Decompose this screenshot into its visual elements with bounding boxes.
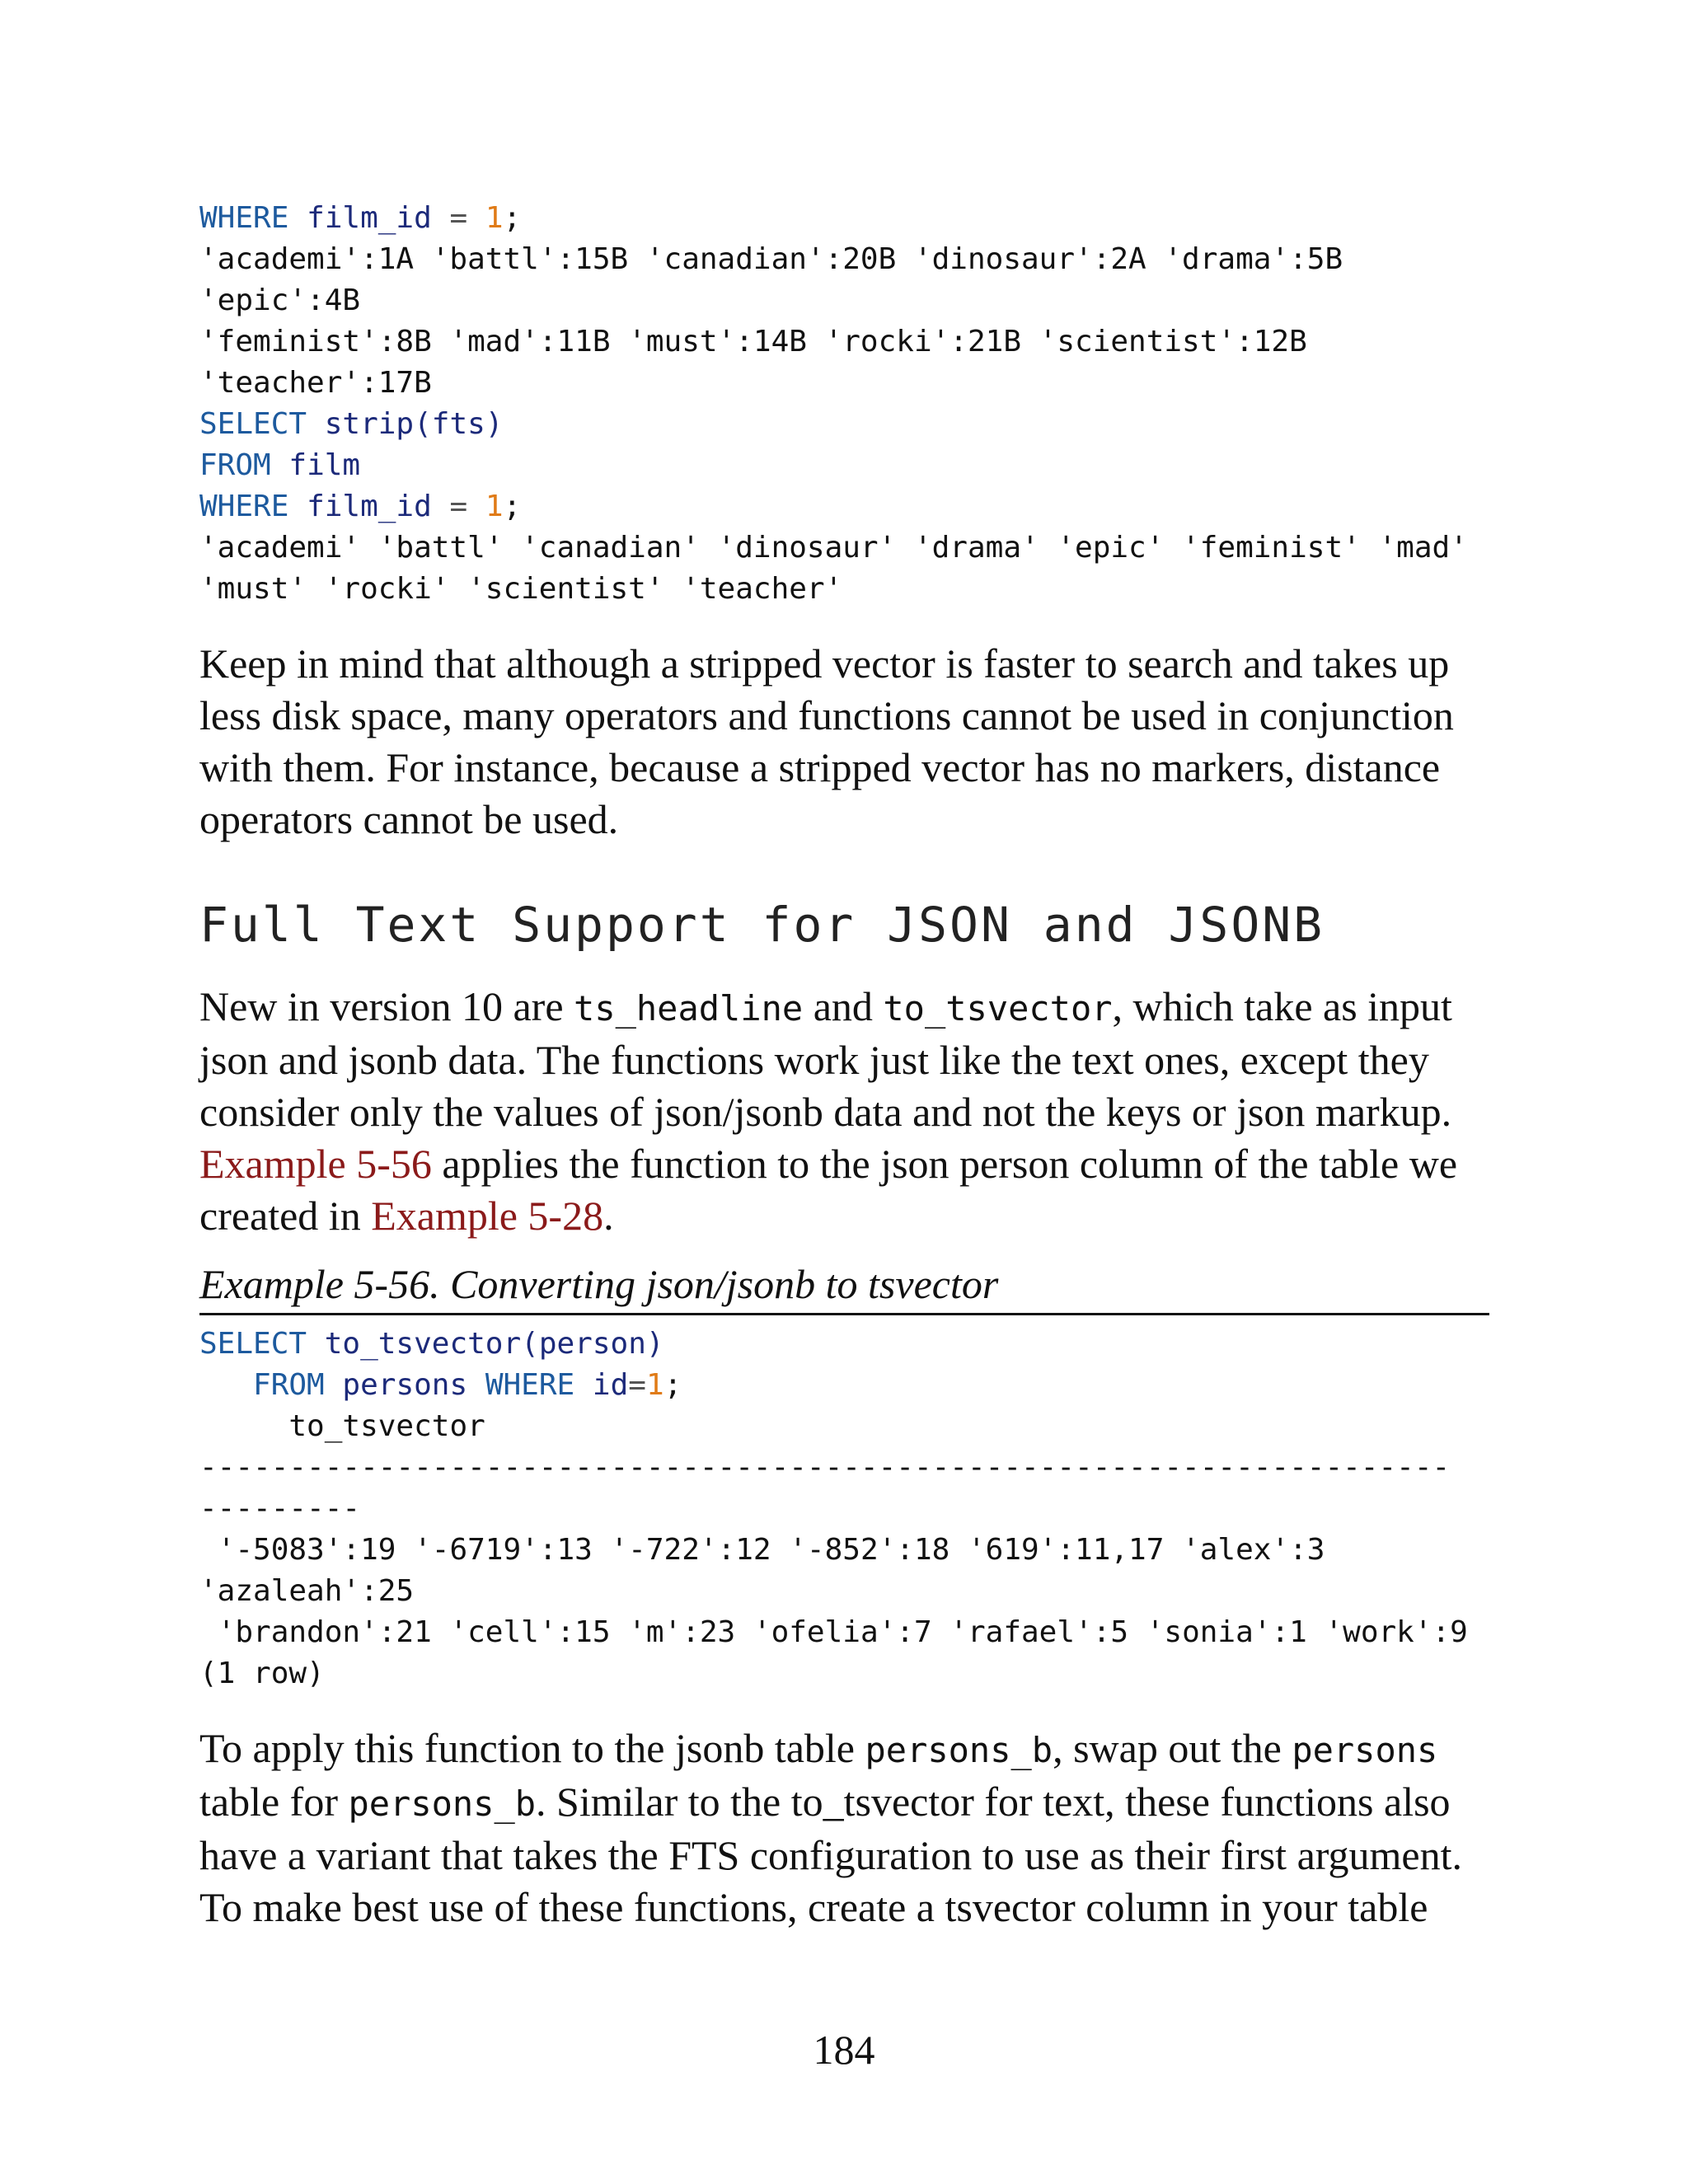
text-line: have a variant that takes the FTS configuration to use as their first argument.: [199, 1832, 1462, 1878]
inline-code: persons_b: [865, 1730, 1053, 1770]
code-punct: ;: [663, 1368, 682, 1402]
code-identifier: film_id: [307, 201, 432, 235]
code-operator: =: [449, 490, 468, 523]
code-keyword: FROM: [199, 448, 271, 482]
code-identifier: persons: [342, 1368, 468, 1402]
inline-code: to_tsvector: [883, 988, 1113, 1029]
code-keyword: FROM: [253, 1368, 325, 1402]
page-content: [199, 198, 1492, 1933]
code-identifier: film_id: [307, 490, 432, 523]
text-line: consider only the values of json/jsonb data and not the keys or json markup.: [199, 1089, 1452, 1135]
text-segment: New in version 10 are: [199, 983, 574, 1029]
text-segment: and: [803, 983, 884, 1029]
text-segment: To apply this function to the jsonb table: [199, 1725, 865, 1771]
paragraph-json-support: [199, 981, 1492, 1242]
code-punct: ;: [503, 490, 522, 523]
code-number: 1: [645, 1368, 664, 1402]
paragraph-jsonb: [199, 1722, 1492, 1933]
text-line: less disk space, many operators and functions cannot be used in conjunction: [199, 692, 1454, 738]
text-line: To make best use of these functions, create a tsvector column in your table: [199, 1884, 1428, 1930]
section-heading: Full Text Support for JSON and JSONB: [199, 897, 1325, 953]
code-keyword: SELECT: [199, 407, 307, 441]
text-segment: .: [603, 1193, 614, 1239]
code-output-line: 'must' 'rocki' 'scientist' 'teacher': [199, 572, 843, 606]
code-keyword: WHERE: [485, 1368, 575, 1402]
example-link-5-56[interactable]: Example 5-56: [199, 1141, 432, 1187]
result-separator: ---------: [199, 1492, 361, 1526]
code-output-line: 'academi':1A 'battl':15B 'canadian':20B 'dinosaur':2A 'drama':5B: [199, 242, 1343, 276]
code-block-top: [199, 198, 1492, 610]
code-function: to_tsvector(person): [324, 1327, 664, 1361]
result-row: 'brandon':21 'cell':15 'm':23 'ofelia':7 'rafael':5 'sonia':1 'work':9: [217, 1615, 1468, 1649]
result-row: 'azaleah':25: [199, 1574, 415, 1608]
result-row: '-5083':19 '-6719':13 '-722':12 '-852':18 '619':11,17 'alex':3: [217, 1533, 1325, 1567]
text-segment: . Similar to the to_tsvector for text, these functions also: [536, 1779, 1451, 1825]
code-punct: ;: [503, 201, 522, 235]
text-segment: table for: [199, 1779, 349, 1825]
code-number: 1: [485, 490, 504, 523]
result-header: to_tsvector: [288, 1409, 485, 1443]
text-line: Keep in mind that although a stripped vector is faster to search and takes up: [199, 640, 1450, 687]
text-segment: , which take as input: [1112, 983, 1452, 1029]
page-number: 184: [813, 2027, 875, 2073]
text-line: with them. For instance, because a stripped vector has no markers, distance: [199, 744, 1441, 790]
result-separator: ----------------------------------------------------------------------: [199, 1451, 1451, 1484]
text-line: json and jsonb data. The functions work just like the text ones, except they: [199, 1037, 1429, 1083]
code-number: 1: [485, 201, 504, 235]
code-keyword: SELECT: [199, 1327, 307, 1361]
paragraph-stripped-vector: [199, 638, 1492, 846]
code-keyword: WHERE: [199, 201, 289, 235]
inline-code: persons: [1292, 1730, 1438, 1770]
code-output-line: 'teacher':17B: [199, 366, 432, 400]
inline-code: ts_headline: [574, 988, 804, 1029]
example-link-5-28[interactable]: Example 5-28: [371, 1193, 604, 1239]
inline-code: persons_b: [348, 1783, 537, 1824]
code-keyword: WHERE: [199, 490, 289, 523]
code-identifier: film: [288, 448, 361, 482]
text-segment: applies the function to the json person column of the table we: [431, 1141, 1458, 1187]
text-segment: created in: [199, 1193, 372, 1239]
code-identifier: id: [592, 1368, 629, 1402]
text-line: operators cannot be used.: [199, 796, 619, 842]
code-function: strip(fts): [324, 407, 504, 441]
text-segment: , swap out the: [1053, 1725, 1292, 1771]
code-output-line: 'epic':4B: [199, 284, 361, 317]
code-output-line: 'feminist':8B 'mad':11B 'must':14B 'rocki':21B 'scientist':12B: [199, 325, 1307, 359]
code-operator: =: [449, 201, 468, 235]
code-output-line: 'academi' 'battl' 'canadian' 'dinosaur' 'drama' 'epic' 'feminist' 'mad': [199, 531, 1468, 565]
result-row-count: (1 row): [199, 1657, 325, 1690]
example-caption: Example 5-56. Converting json/jsonb to tsvector: [199, 1260, 1489, 1315]
code-block-example: [199, 1324, 1492, 1694]
code-operator: =: [628, 1368, 646, 1402]
